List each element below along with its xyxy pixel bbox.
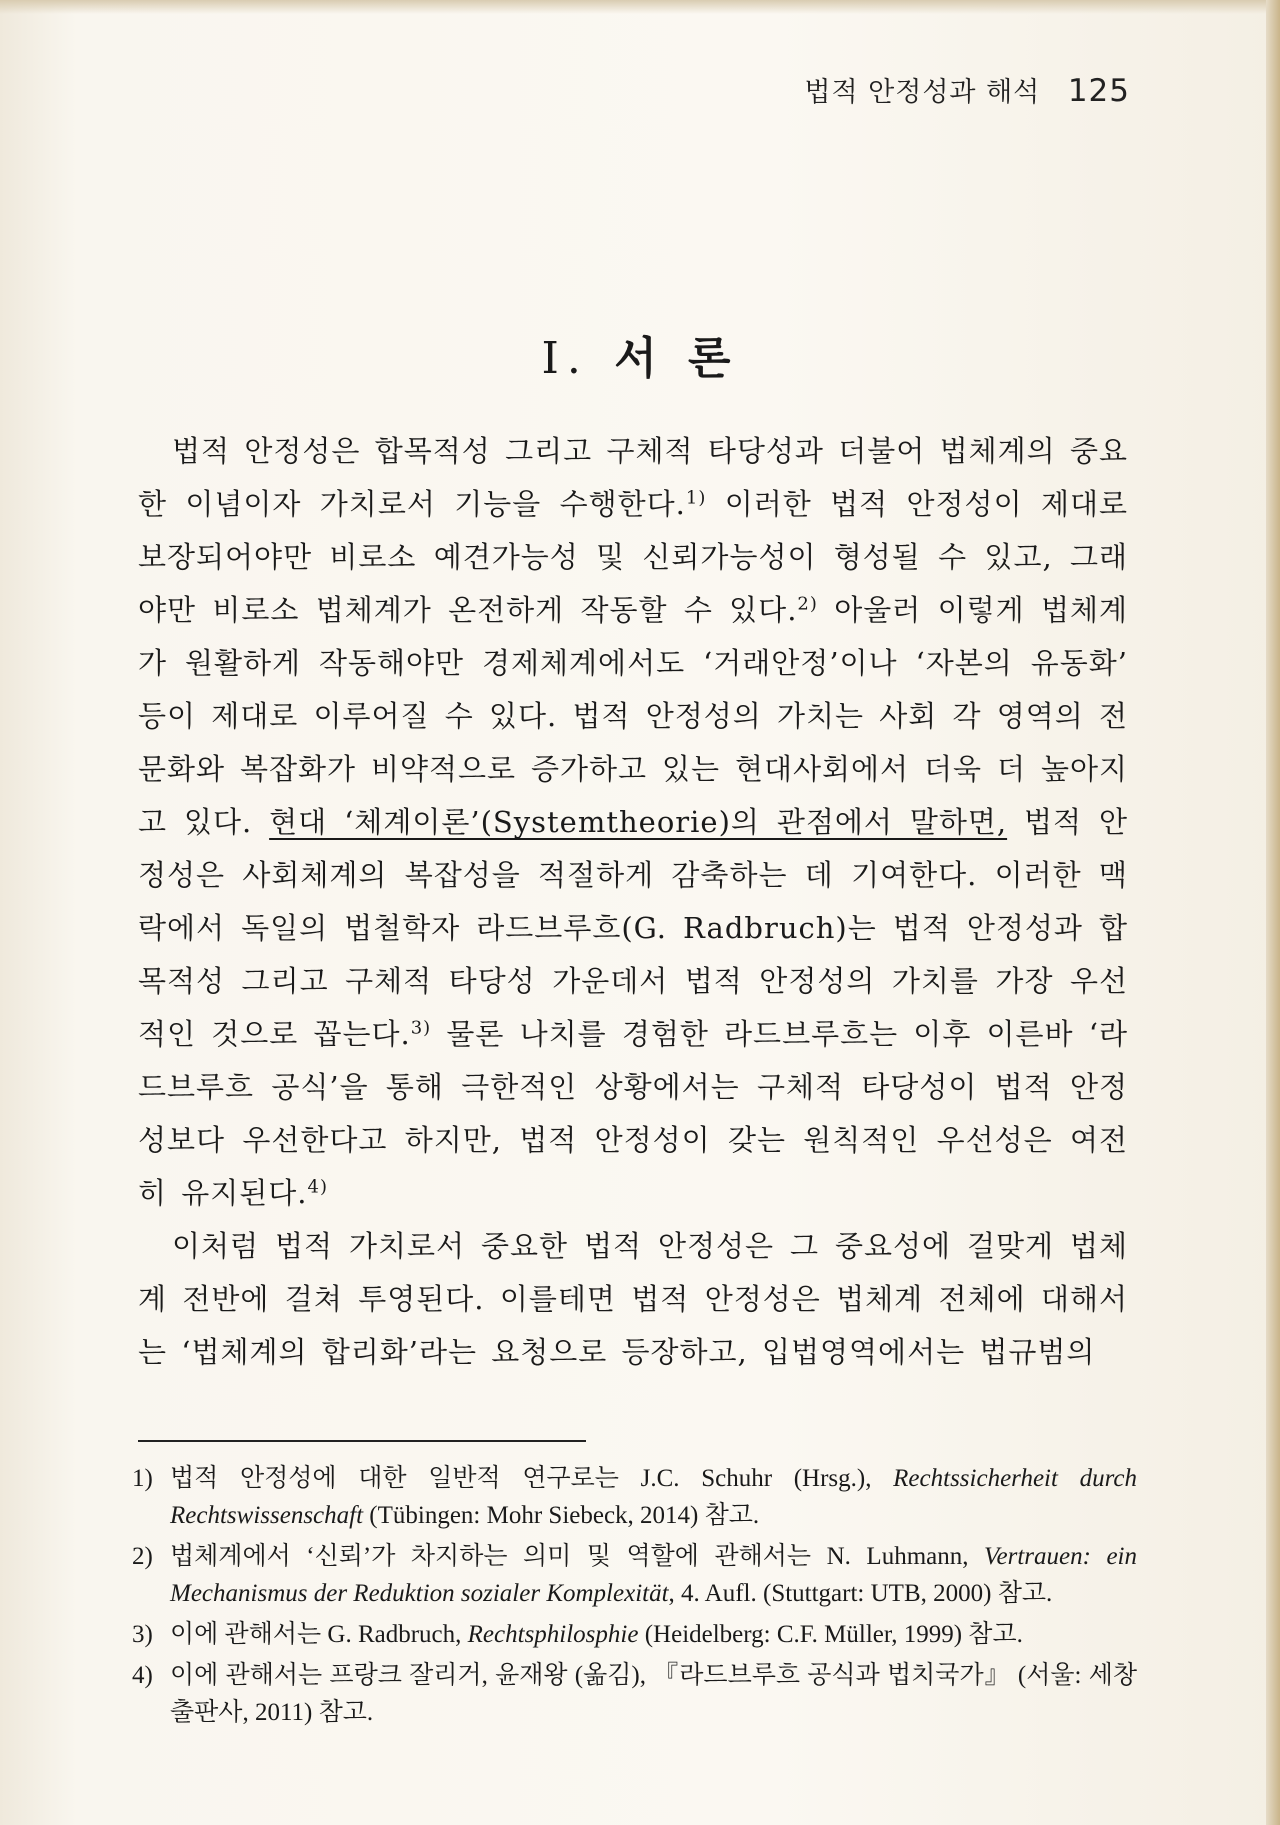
footnote-ref-4: 4) bbox=[307, 1176, 328, 1198]
paragraph: 이처럼 법적 가치로서 중요한 법적 안정성은 그 중요성에 걸맞게 법체계 전반에 걸쳐 투영된다. 이를테면 법적 안정성은 법체계 전체에 대해서는 ‘법체계의 합리화’라는 요청으로 등장하고, 입법영역에서는 법규범의 bbox=[138, 1229, 1128, 1369]
text-run: (Heidelberg: C.F. Müller, 1999) 참고. bbox=[638, 1621, 1023, 1648]
running-head-title: 법적 안정성과 해석 bbox=[804, 77, 1041, 108]
footnote-text bbox=[170, 1616, 1137, 1653]
footnote-ref-2: 2) bbox=[797, 593, 818, 615]
footnote bbox=[132, 1657, 1137, 1731]
footnote bbox=[132, 1538, 1137, 1612]
text-run: 이에 관해서는 프랑크 잘리거, 윤재왕 (옮김), 『라드브루흐 공식과 법치국가』 (서울: 세창출판사, 2011) 참고. bbox=[170, 1662, 1137, 1726]
section-number: Ⅰ. bbox=[541, 333, 589, 384]
footnotes bbox=[132, 1460, 1137, 1735]
footnote-number: 4) bbox=[132, 1662, 153, 1689]
footnote-number: 1) bbox=[132, 1465, 153, 1492]
italic-title: Vertrauen: ein Mechanismus der Reduktion sozialer Komplexität bbox=[170, 1543, 1137, 1607]
footnote-text bbox=[170, 1538, 1137, 1612]
text-run: 아울러 이렇게 법체계가 원활하게 작동해야만 경제체계에서도 ‘거래안정’이나 ‘자본의 유동화’ 등이 제대로 이루어질 수 있다. 법적 안정성의 가치는 사회 각 영역의 전문화와 복잡화가 비약적으로 증가하고 있는 현대사회에서 더욱 더 높아지고 있다. bbox=[138, 593, 1128, 839]
text-run: 물론 나치를 경험한 라드브루흐는 이후 이른바 ‘라드브루흐 공식’을 통해 극한적인 상황에서는 구체적 타당성이 법적 안정성보다 우선한다고 하지만, 법적 안정성이 갖는 원칙적인 우선성은 여전히 유지된다. bbox=[138, 1017, 1128, 1210]
running-head bbox=[600, 70, 1130, 109]
footnote-text bbox=[170, 1657, 1137, 1731]
italic-title: Rechtsphilosphie bbox=[467, 1621, 639, 1648]
footnote-divider bbox=[138, 1440, 586, 1442]
text-run: 법적 안정성에 대한 일반적 연구로는 J.C. Schuhr (Hrsg.), bbox=[170, 1465, 894, 1492]
footnote bbox=[132, 1460, 1137, 1534]
paragraph bbox=[138, 425, 1128, 1220]
section-title: 서 론 bbox=[614, 333, 739, 384]
text-run: , 4. Aufl. (Stuttgart: UTB, 2000) 참고. bbox=[668, 1580, 1053, 1607]
page-right-edge bbox=[1266, 0, 1280, 1825]
text-run: 이에 관해서는 G. Radbruch, bbox=[170, 1621, 468, 1648]
italic-title: Rechtssicherheit durch Rechtswissenschaft bbox=[170, 1465, 1137, 1529]
body-text bbox=[138, 425, 1128, 1379]
text-run: 이러한 법적 안정성이 제대로 보장되어야만 비로소 예견가능성 및 신뢰가능성이 형성될 수 있고, 그래야만 비로소 법체계가 온전하게 작동할 수 있다. bbox=[138, 487, 1128, 627]
page-number: 125 bbox=[1067, 73, 1130, 109]
footnote bbox=[132, 1616, 1137, 1653]
section-heading bbox=[0, 322, 1280, 386]
text-run: 법체계에서 ‘신뢰’가 차지하는 의미 및 역할에 관해서는 N. Luhmann, bbox=[170, 1543, 985, 1570]
text-run: (Tübingen: Mohr Siebeck, 2014) 참고. bbox=[363, 1502, 760, 1529]
page-top-edge bbox=[0, 0, 1280, 14]
footnote-number: 3) bbox=[132, 1621, 153, 1648]
text-run: 법적 안정성은 합목적성 그리고 구체적 타당성과 더불어 법체계의 중요한 이념이자 가치로서 기능을 수행한다. bbox=[138, 434, 1128, 521]
text-run: 법적 안정성은 사회체계의 복잡성을 적절하게 감축하는 데 기여한다. 이러한 맥락에서 독일의 법철학자 라드브루흐(G. Radbruch)는 법적 안정성과 합목적성 그리고 구체적 타당성 가운데서 법적 안정성의 가치를 가장 우선적인 것으로 꼽는다. bbox=[138, 805, 1128, 1051]
footnote-text bbox=[170, 1460, 1137, 1534]
footnote-number: 2) bbox=[132, 1543, 153, 1570]
footnote-ref-3: 3) bbox=[410, 1017, 432, 1039]
footnote-ref-1: 1) bbox=[685, 487, 707, 509]
underlined-phrase: 현대 ‘체계이론’(Systemtheorie)의 관점에서 말하면, bbox=[269, 805, 1008, 839]
